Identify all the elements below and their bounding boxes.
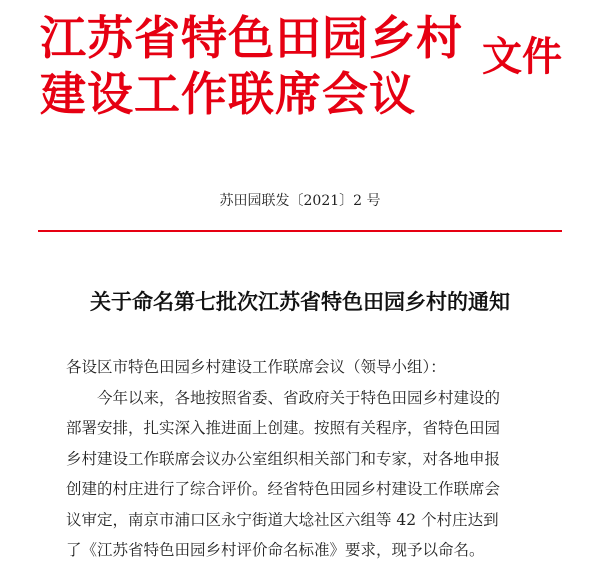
body-line: 了《江苏省特色田园乡村评价命名标准》要求，现予以命名。 [66, 541, 485, 559]
document-header [0, 0, 600, 140]
salutation: 各设区市特色田园乡村建设工作联席会议（领导小组）： [66, 358, 446, 376]
red-divider [38, 230, 562, 232]
notice-title: 关于命名第七批次江苏省特色田园乡村的通知 [90, 289, 510, 314]
body-line: 部署安排，扎实深入推进面上创建。按照有关程序，省特色田园 [66, 419, 501, 437]
authority-line-2: 建设工作联席会议 [40, 67, 416, 121]
body-line: 议审定，南京市浦口区永宁街道大埝社区六组等 42 个村庄达到 [66, 510, 499, 529]
authority-line-1: 江苏省特色田园乡村 [40, 11, 463, 65]
body-line: 创建的村庄进行了综合评价。经省特色田园乡村建设工作联席会 [66, 480, 501, 498]
notice-body [66, 352, 546, 566]
issuing-authority [40, 10, 463, 122]
body-line: 乡村建设工作联席会议办公室组织相关部门和专家，对各地申报 [66, 449, 501, 468]
body-line: 今年以来，各地按照省委、省政府关于特色田园乡村建设的 [97, 388, 501, 407]
document-type-label: 文件 [482, 34, 562, 80]
document-number: 苏田园联发〔2021〕2 号 [219, 193, 381, 209]
